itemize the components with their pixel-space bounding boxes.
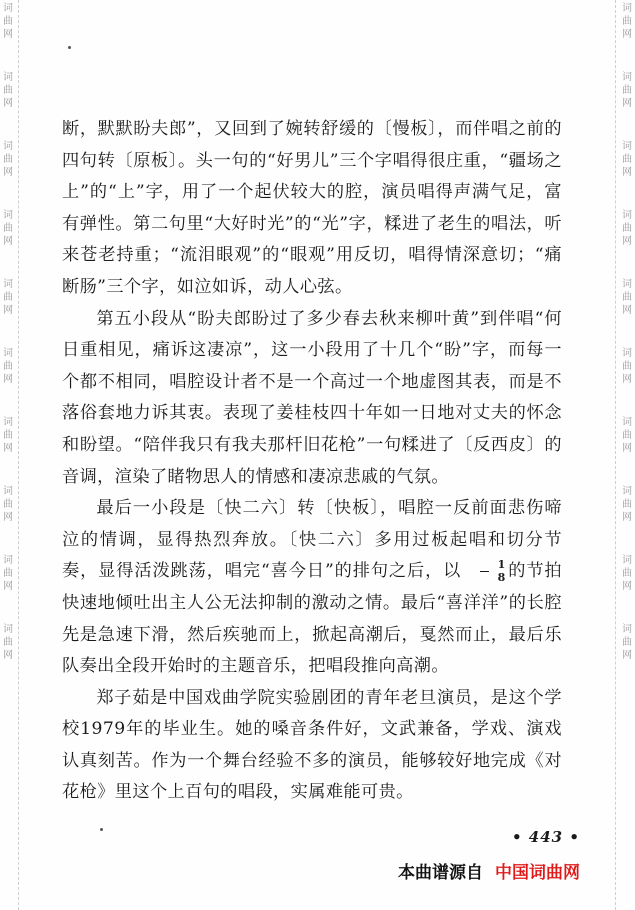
watermark-char: 词 <box>622 417 632 428</box>
watermark-char: 曲 <box>622 568 632 579</box>
left-watermark-column <box>0 0 16 910</box>
watermark-char: 曲 <box>622 499 632 510</box>
print-speck <box>68 46 71 49</box>
watermark-char: 曲 <box>3 430 13 441</box>
paragraph-3-before-fraction: 最后一小段是〔快二六〕转〔快板〕，唱腔一反前面悲伤啼泣的情调，显得热烈奔放。〔快二六〕多用过板起唱和切分节奏，显得活泼跳荡，唱完“喜今日”的排句之后，以 <box>62 498 562 582</box>
article-body <box>62 114 562 809</box>
watermark-char: 网 <box>3 374 13 385</box>
watermark-unit <box>3 623 13 662</box>
right-watermark-column <box>619 0 635 910</box>
watermark-char: 曲 <box>3 292 13 303</box>
watermark-char: 曲 <box>3 361 13 372</box>
watermark-char: 词 <box>622 72 632 83</box>
watermark-char: 曲 <box>622 292 632 303</box>
watermark-unit <box>622 485 632 524</box>
watermark-char: 词 <box>3 417 13 428</box>
page-number: • 443 • <box>512 828 580 846</box>
watermark-char: 网 <box>3 443 13 454</box>
watermark-char: 曲 <box>3 637 13 648</box>
watermark-char: 网 <box>3 650 13 661</box>
left-margin-divider <box>18 0 20 910</box>
watermark-char: 词 <box>3 624 13 635</box>
watermark-char: 词 <box>622 486 632 497</box>
watermark-char: 网 <box>622 167 632 178</box>
watermark-char: 网 <box>622 581 632 592</box>
watermark-char: 曲 <box>622 637 632 648</box>
watermark-unit <box>3 71 13 110</box>
watermark-char: 曲 <box>622 85 632 96</box>
watermark-char: 词 <box>622 3 632 14</box>
paragraph-1: 断，默默盼夫郎”，又回到了婉转舒缓的〔慢板〕，而伴唱之前的四句转〔原板〕。头一句的“好男儿”三个字唱得很庄重，“疆场之上”的“上”字，用了一个起伏较大的腔，演员唱得声满气足，富有弹性。第二句里“大好时光”的“光”字，糅进了老生的唱法，听来苍老持重；“流泪眼观”的“眼观”用反切，唱得情深意切；“痛断肠”三个字，如泣如诉，动人心弦。 <box>62 119 562 297</box>
watermark-char: 曲 <box>3 223 13 234</box>
watermark-char: 网 <box>3 167 13 178</box>
watermark-unit <box>622 71 632 110</box>
watermark-char: 词 <box>622 141 632 152</box>
watermark-unit <box>3 347 13 386</box>
watermark-unit <box>622 140 632 179</box>
watermark-char: 网 <box>622 650 632 661</box>
watermark-char: 网 <box>3 581 13 592</box>
time-signature-fraction <box>463 560 505 583</box>
watermark-char: 网 <box>622 374 632 385</box>
watermark-char: 曲 <box>3 85 13 96</box>
watermark-char: 词 <box>3 279 13 290</box>
watermark-char: 词 <box>622 210 632 221</box>
watermark-char: 网 <box>622 236 632 247</box>
fraction-denominator: 8 <box>497 571 506 585</box>
watermark-char: 词 <box>3 210 13 221</box>
watermark-char: 网 <box>3 29 13 40</box>
watermark-unit <box>3 485 13 524</box>
paragraph-2: 第五小段从“盼夫郎盼过了多少春去秋来柳叶黄”到伴唱“何日重相见，痛诉这凄凉”，这一小段用了十几个“盼”字，而每一个都不相同，唱腔设计者不是一个高过一个地虚图其表，而是不落俗套地力诉其衷。表现了姜桂枝四十年如一日地对丈夫的怀念和盼望。“陪伴我只有我夫那杆旧花枪”一句糅进了〔反西皮〕的音调，渲染了睹物思人的情感和凄凉悲戚的气氛。 <box>62 308 562 487</box>
watermark-unit <box>3 278 13 317</box>
watermark-char: 曲 <box>622 430 632 441</box>
watermark-unit <box>622 623 632 662</box>
watermark-char: 曲 <box>3 154 13 165</box>
watermark-char: 词 <box>3 555 13 566</box>
watermark-unit <box>3 140 13 179</box>
paragraph-3-after-fraction: 的节拍快速地倾吐出主人公无法抑制的激动之情。最后“喜洋洋”的长腔先是急速下滑，然后疾驰而上，掀起高潮后，戛然而止，最后乐队奏出全段开始时的主题音乐，把唱段推向高潮。 <box>62 561 563 677</box>
watermark-char: 曲 <box>3 568 13 579</box>
watermark-char: 网 <box>3 236 13 247</box>
watermark-char: 词 <box>3 141 13 152</box>
watermark-char: 曲 <box>622 223 632 234</box>
right-margin-divider <box>615 0 617 910</box>
paragraph-3 <box>62 493 562 683</box>
source-footer <box>398 858 580 883</box>
watermark-char: 网 <box>3 512 13 523</box>
watermark-unit <box>3 416 13 455</box>
watermark-char: 词 <box>622 624 632 635</box>
footer-brand-link[interactable]: 中国词曲网 <box>495 863 580 883</box>
watermark-char: 曲 <box>3 16 13 27</box>
watermark-unit <box>622 209 632 248</box>
watermark-char: 网 <box>3 98 13 109</box>
watermark-char: 词 <box>622 279 632 290</box>
watermark-char: 词 <box>622 555 632 566</box>
print-speck <box>100 828 103 831</box>
watermark-unit <box>3 554 13 593</box>
watermark-char: 词 <box>3 486 13 497</box>
watermark-char: 词 <box>3 72 13 83</box>
watermark-char: 词 <box>3 3 13 14</box>
watermark-char: 曲 <box>622 154 632 165</box>
watermark-char: 网 <box>622 305 632 316</box>
watermark-char: 词 <box>622 348 632 359</box>
watermark-char: 词 <box>3 348 13 359</box>
fraction-numerator: 1 <box>497 558 506 572</box>
watermark-char: 网 <box>622 98 632 109</box>
watermark-char: 网 <box>622 29 632 40</box>
watermark-char: 曲 <box>622 16 632 27</box>
paragraph-4: 郑子茹是中国戏曲学院实验剧团的青年老旦演员，是这个学校1979年的毕业生。她的嗓音条件好，文武兼备，学戏、演戏认真刻苦。作为一个舞台经验不多的演员，能够较好地完成《对花枪》里这个上百句的唱段，实属难能可贵。 <box>62 687 562 803</box>
watermark-char: 网 <box>622 443 632 454</box>
watermark-unit <box>622 554 632 593</box>
watermark-char: 曲 <box>3 499 13 510</box>
watermark-unit <box>622 347 632 386</box>
watermark-unit <box>622 416 632 455</box>
watermark-char: 网 <box>622 512 632 523</box>
watermark-unit <box>622 278 632 317</box>
watermark-char: 网 <box>3 305 13 316</box>
watermark-char: 曲 <box>622 361 632 372</box>
watermark-unit <box>3 2 13 41</box>
watermark-unit <box>3 209 13 248</box>
footer-source-label: 本曲谱源自 <box>398 863 483 883</box>
watermark-unit <box>622 2 632 41</box>
